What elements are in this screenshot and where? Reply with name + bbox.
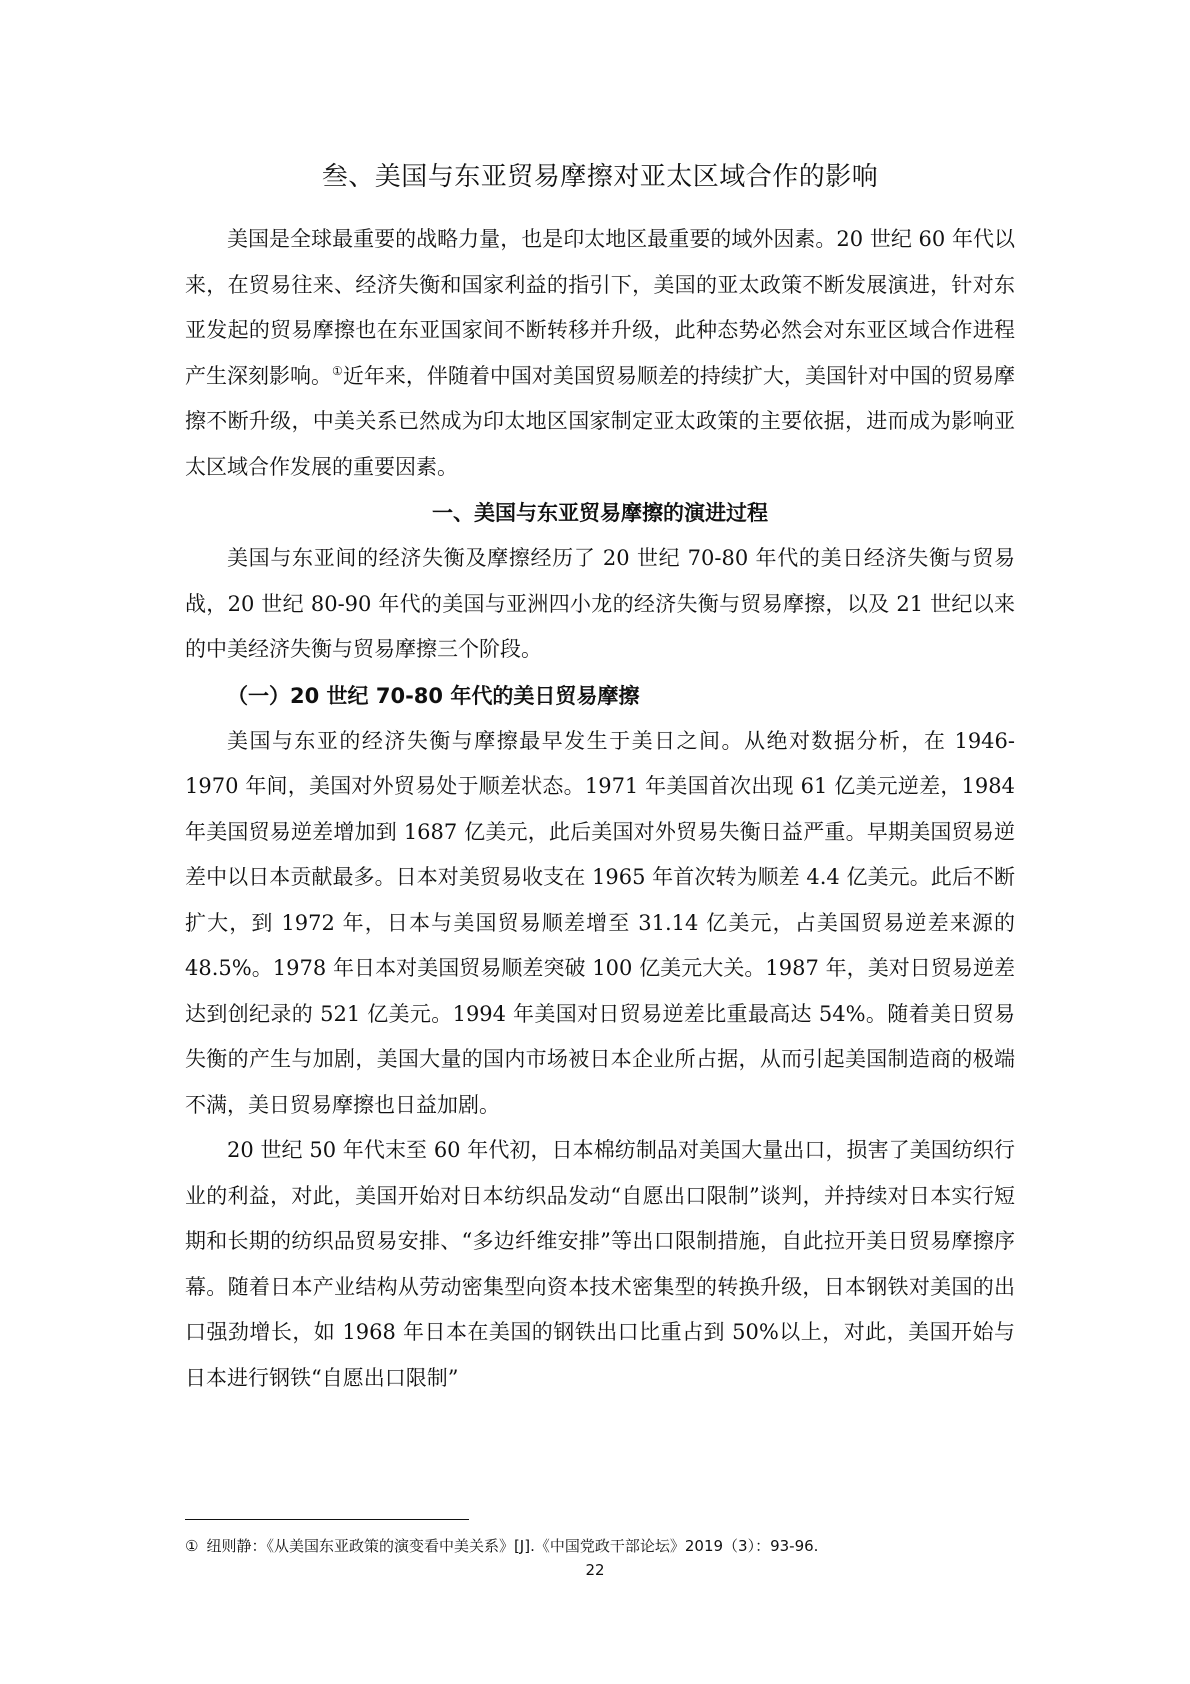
footnote [185, 1535, 1015, 1557]
intro-text-part-1: 美国是全球最重要的战略力量，也是印太地区最重要的域外因素。20 世纪 60 年代以来，在贸易往来、经济失衡和国家利益的指引下，美国的亚太政策不断发展演进，针对东亚发起的贸易摩擦也在东亚国家间不断转移并升级，此种态势必然会对东亚区域合作进程产生深刻影响。 [185, 227, 1015, 388]
body-paragraph-2: 20 世纪 50 年代末至 60 年代初，日本棉纺制品对美国大量出口，损害了美国纺织行业的利益，对此，美国开始对日本纺织品发动“自愿出口限制”谈判，并持续对日本实行短期和长期的纺织品贸易安排、“多边纤维安排”等出口限制措施，自此拉开美日贸易摩擦序幕。随着日本产业结构从劳动密集型向资本技术密集型的转换升级，日本钢铁对美国的出口强劲增长，如 1968 年日本在美国的钢铁出口比重占到 50%以上，对此，美国开始与日本进行钢铁“自愿出口限制” [185, 1138, 1015, 1390]
intro-text-part-2: 近年来，伴随着中国对美国贸易顺差的持续扩大，美国针对中国的贸易摩擦不断升级，中美关系已然成为印太地区国家制定亚太政策的主要依据，进而成为影响亚太区域合作发展的重要因素。 [185, 363, 1015, 479]
chapter-title: 叁、美国与东亚贸易摩擦对亚太区域合作的影响 [321, 162, 879, 192]
page-body [185, 155, 1015, 1401]
footnote-mark: ① [185, 1537, 199, 1555]
footnote-reference[interactable]: ① [332, 363, 343, 378]
footnote-text: 纽则静：《从美国东亚政策的演变看中美关系》[J].《中国党政干部论坛》2019（3）：93-96. [206, 1537, 819, 1555]
section-heading: 一、美国与东亚贸易摩擦的演进过程 [432, 501, 768, 525]
subsection-heading: （一）20 世纪 70-80 年代的美日贸易摩擦 [227, 683, 640, 708]
intro-paragraph [185, 217, 1015, 490]
footnote-divider [185, 1519, 469, 1520]
page-number: 22 [585, 1561, 605, 1579]
section-paragraph: 美国与东亚间的经济失衡及摩擦经历了 20 世纪 70-80 年代的美日经济失衡与贸易战，20 世纪 80-90 年代的美国与亚洲四小龙的经济失衡与贸易摩擦，以及 21 世纪以来的中美经济失衡与贸易摩擦三个阶段。 [185, 546, 1015, 661]
body-paragraph-1: 美国与东亚的经济失衡与摩擦最早发生于美日之间。从绝对数据分析，在 1946-1970 年间，美国对外贸易处于顺差状态。1971 年美国首次出现 61 亿美元逆差，1984 年美国贸易逆差增加到 1687 亿美元，此后美国对外贸易失衡日益严重。早期美国贸易逆差中以日本贡献最多。日本对美贸易收支在 1965 年首次转为顺差 4.4 亿美元。此后不断扩大，到 1972 年，日本与美国贸易顺差增至 31.14 亿美元，占美国贸易逆差来源的 48.5%。1978 年日本对美国贸易顺差突破 100 亿美元大关。1987 年，美对日贸易逆差达到创纪录的 521 亿美元。1994 年美国对日贸易逆差比重最高达 54%。随着美日贸易失衡的产生与加剧，美国大量的国内市场被日本企业所占据，从而引起美国制造商的极端不满，美日贸易摩擦也日益加剧。 [185, 728, 1015, 1117]
